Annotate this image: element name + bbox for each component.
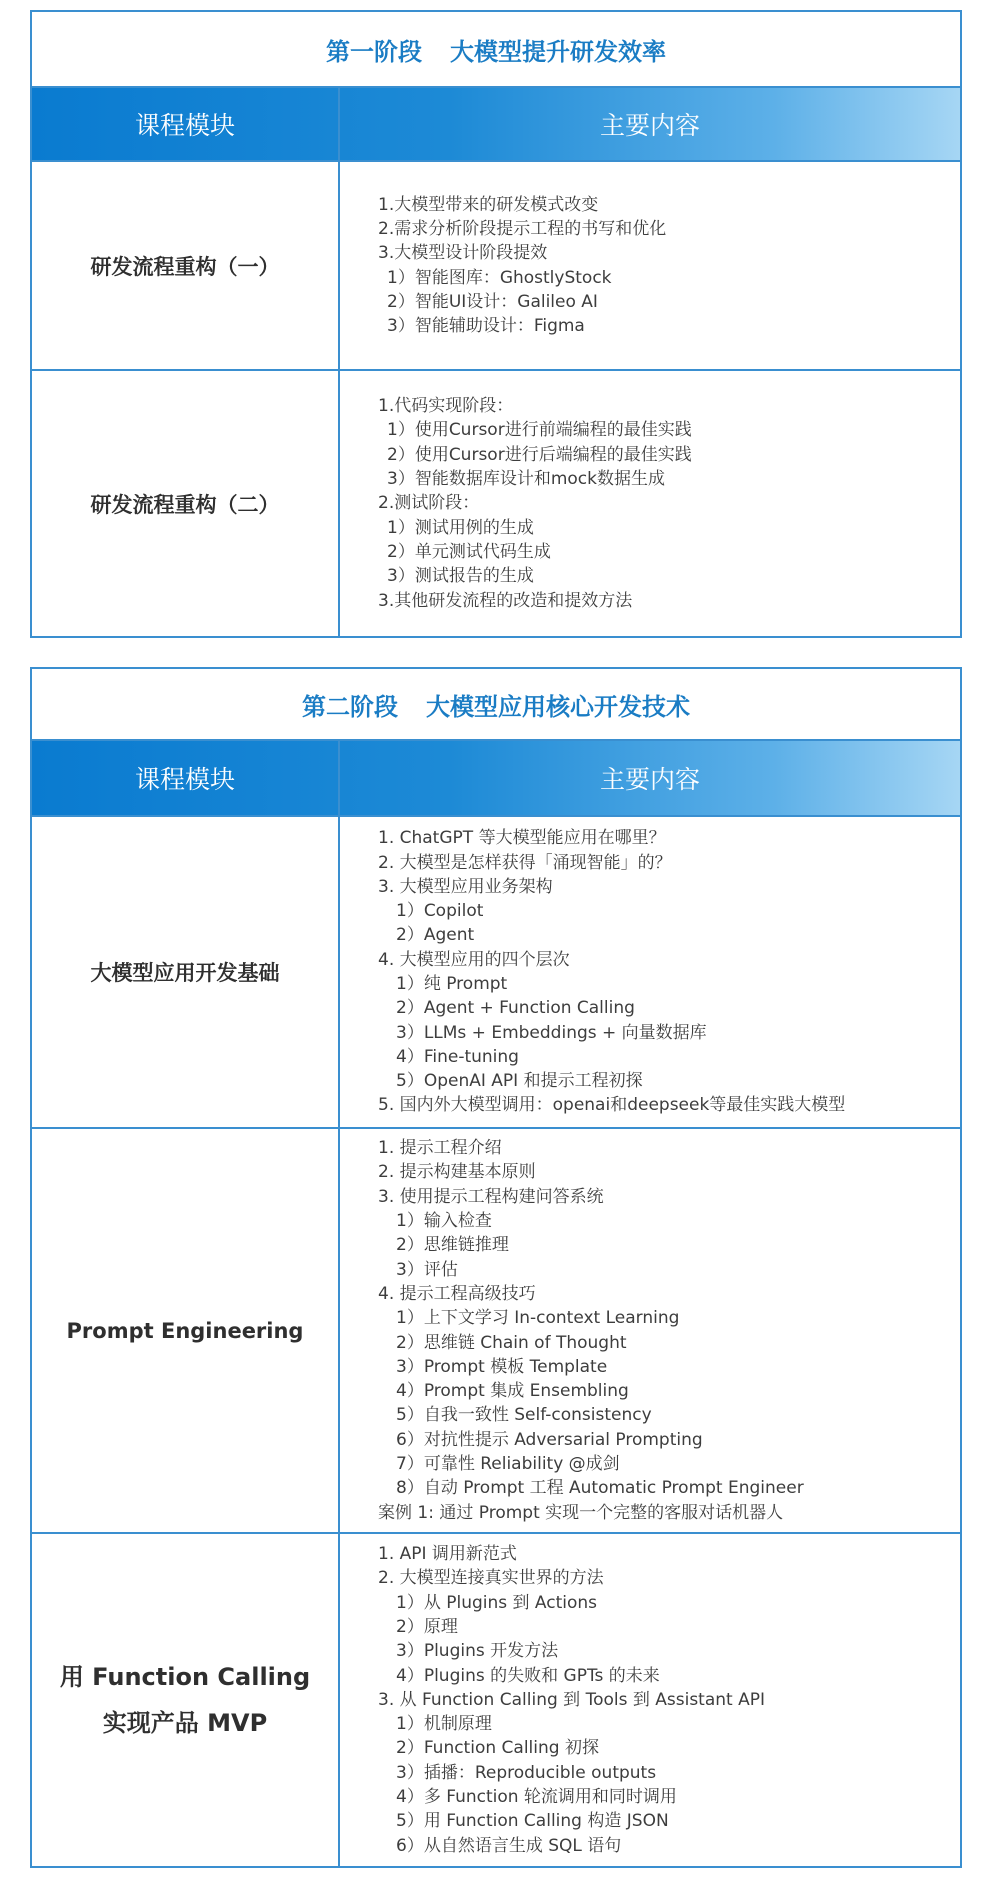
module-name-line-2: 实现产品 MVP xyxy=(102,1709,268,1737)
stage-2-header xyxy=(32,741,960,817)
content-line: 3. 从 Function Calling 到 Tools 到 Assistant API xyxy=(378,1689,765,1710)
content-line: 5）OpenAI API 和提示工程初探 xyxy=(396,1071,643,1092)
stage-2-title-label: 第二阶段 xyxy=(302,692,398,721)
module-name: 大模型应用开发基础 xyxy=(32,817,340,1127)
content-line: 1）输入检查 xyxy=(396,1211,492,1232)
stage-1-title-label: 第一阶段 xyxy=(326,37,422,66)
content-line: 2）思维链推理 xyxy=(396,1235,509,1256)
content-line: 2）Agent + Function Calling xyxy=(396,998,635,1019)
content-line: 5. 国内外大模型调用：openai和deepseek等最佳实践大模型 xyxy=(378,1095,846,1116)
table-row xyxy=(32,162,960,369)
content-line: 1.大模型带来的研发模式改变 xyxy=(378,194,599,215)
content-line: 6）从自然语言生成 SQL 语句 xyxy=(396,1835,622,1856)
content-line: 1）纯 Prompt xyxy=(396,974,508,994)
header-module: 课程模块 xyxy=(32,741,340,815)
module-name-line-1: 用 Function Calling xyxy=(59,1663,311,1691)
content-line: 2）单元测试代码生成 xyxy=(387,541,551,562)
content-line: 2）智能UI设计：Galileo AI xyxy=(387,291,598,312)
content-line: 3.大模型设计阶段提效 xyxy=(378,243,548,264)
content-line: 2. 提示构建基本原则 xyxy=(378,1162,536,1183)
content-line: 3）Plugins 开发方法 xyxy=(396,1641,559,1662)
content-line: 4）多 Function 轮流调用和同时调用 xyxy=(396,1787,677,1808)
stage-2-title xyxy=(32,669,960,741)
content-line: 1）从 Plugins 到 Actions xyxy=(396,1592,598,1613)
content-line: 3）智能数据库设计和mock数据生成 xyxy=(387,469,665,490)
content-line: 3）Prompt 模板 Template xyxy=(396,1356,608,1377)
module-content xyxy=(340,162,960,369)
content-line: 2）原理 xyxy=(396,1616,458,1637)
content-line: 2.测试阶段： xyxy=(378,493,480,514)
content-line: 3）评估 xyxy=(396,1259,458,1280)
content-line: 3.其他研发流程的改造和提效方法 xyxy=(378,590,633,611)
stage-1-table xyxy=(30,10,962,638)
content-line: 1）测试用例的生成 xyxy=(387,517,534,538)
content-line: 5）自我一致性 Self-consistency xyxy=(396,1405,652,1426)
stage-1-title-text: 大模型提升研发效率 xyxy=(450,37,666,66)
content-line: 2. 大模型连接真实世界的方法 xyxy=(378,1568,604,1589)
content-line: 3）测试报告的生成 xyxy=(387,566,534,587)
stage-2-title-text: 大模型应用核心开发技术 xyxy=(426,692,690,721)
content-line: 2. 大模型是怎样获得「涌现智能」的？ xyxy=(378,852,672,873)
content-line: 1.代码实现阶段： xyxy=(378,396,514,417)
table-row xyxy=(32,817,960,1127)
module-name xyxy=(32,1534,340,1866)
module-name: 研发流程重构（二） xyxy=(32,371,340,636)
content-line: 4）Plugins 的失败和 GPTs 的未来 xyxy=(396,1665,660,1686)
content-line: 1）上下文学习 In-context Learning xyxy=(396,1308,680,1329)
content-line: 4）Prompt 集成 Ensembling xyxy=(396,1381,629,1402)
header-module: 课程模块 xyxy=(32,88,340,160)
module-content xyxy=(340,371,960,636)
content-line: 1）使用Cursor进行前端编程的最佳实践 xyxy=(387,420,692,441)
content-line: 3）智能辅助设计：Figma xyxy=(387,316,585,337)
content-line: 1）智能图库：GhostlyStock xyxy=(387,267,612,288)
module-name: 研发流程重构（一） xyxy=(32,162,340,369)
content-line: 1. 提示工程介绍 xyxy=(378,1138,502,1159)
content-line: 2）使用Cursor进行后端编程的最佳实践 xyxy=(387,444,692,465)
header-content: 主要内容 xyxy=(599,111,700,140)
stage-1-header xyxy=(32,88,960,162)
content-line: 4. 大模型应用的四个层次 xyxy=(378,949,570,970)
content-line: 1. API 调用新范式 xyxy=(378,1544,517,1565)
content-line: 4）Fine-tuning xyxy=(396,1046,519,1067)
stage-1-title xyxy=(32,12,960,88)
content-line: 3. 大模型应用业务架构 xyxy=(378,876,553,897)
content-line: 3）插播：Reproducible outputs xyxy=(396,1762,657,1783)
content-line: 3）LLMs + Embeddings + 向量数据库 xyxy=(396,1022,707,1043)
content-line: 2）思维链 Chain of Thought xyxy=(396,1332,627,1353)
content-line: 2）Function Calling 初探 xyxy=(396,1738,599,1759)
table-row xyxy=(32,369,960,636)
module-content xyxy=(340,1129,960,1532)
module-content xyxy=(340,1534,960,1866)
content-line: 5）用 Function Calling 构造 JSON xyxy=(396,1811,669,1832)
module-name: Prompt Engineering xyxy=(32,1129,340,1532)
module-content xyxy=(340,817,960,1127)
content-line: 6）对抗性提示 Adversarial Prompting xyxy=(396,1429,703,1450)
content-line: 1. ChatGPT 等大模型能应用在哪里？ xyxy=(378,828,666,849)
header-content: 主要内容 xyxy=(599,765,700,794)
table-row xyxy=(32,1532,960,1866)
content-line: 4. 提示工程高级技巧 xyxy=(378,1283,536,1304)
content-line: 1）机制原理 xyxy=(396,1714,492,1735)
content-line: 3. 使用提示工程构建问答系统 xyxy=(378,1186,604,1207)
content-line: 7）可靠性 Reliability @成剑 xyxy=(396,1453,620,1474)
content-line: 案例 1: 通过 Prompt 实现一个完整的客服对话机器人 xyxy=(378,1502,784,1523)
stage-2-table xyxy=(30,667,962,1868)
content-line: 2.需求分析阶段提示工程的书写和优化 xyxy=(378,218,667,239)
table-row xyxy=(32,1127,960,1532)
content-line: 8）自动 Prompt 工程 Automatic Prompt Engineer xyxy=(396,1478,804,1499)
content-line: 1）Copilot xyxy=(396,901,484,922)
content-line: 2）Agent xyxy=(396,925,475,946)
